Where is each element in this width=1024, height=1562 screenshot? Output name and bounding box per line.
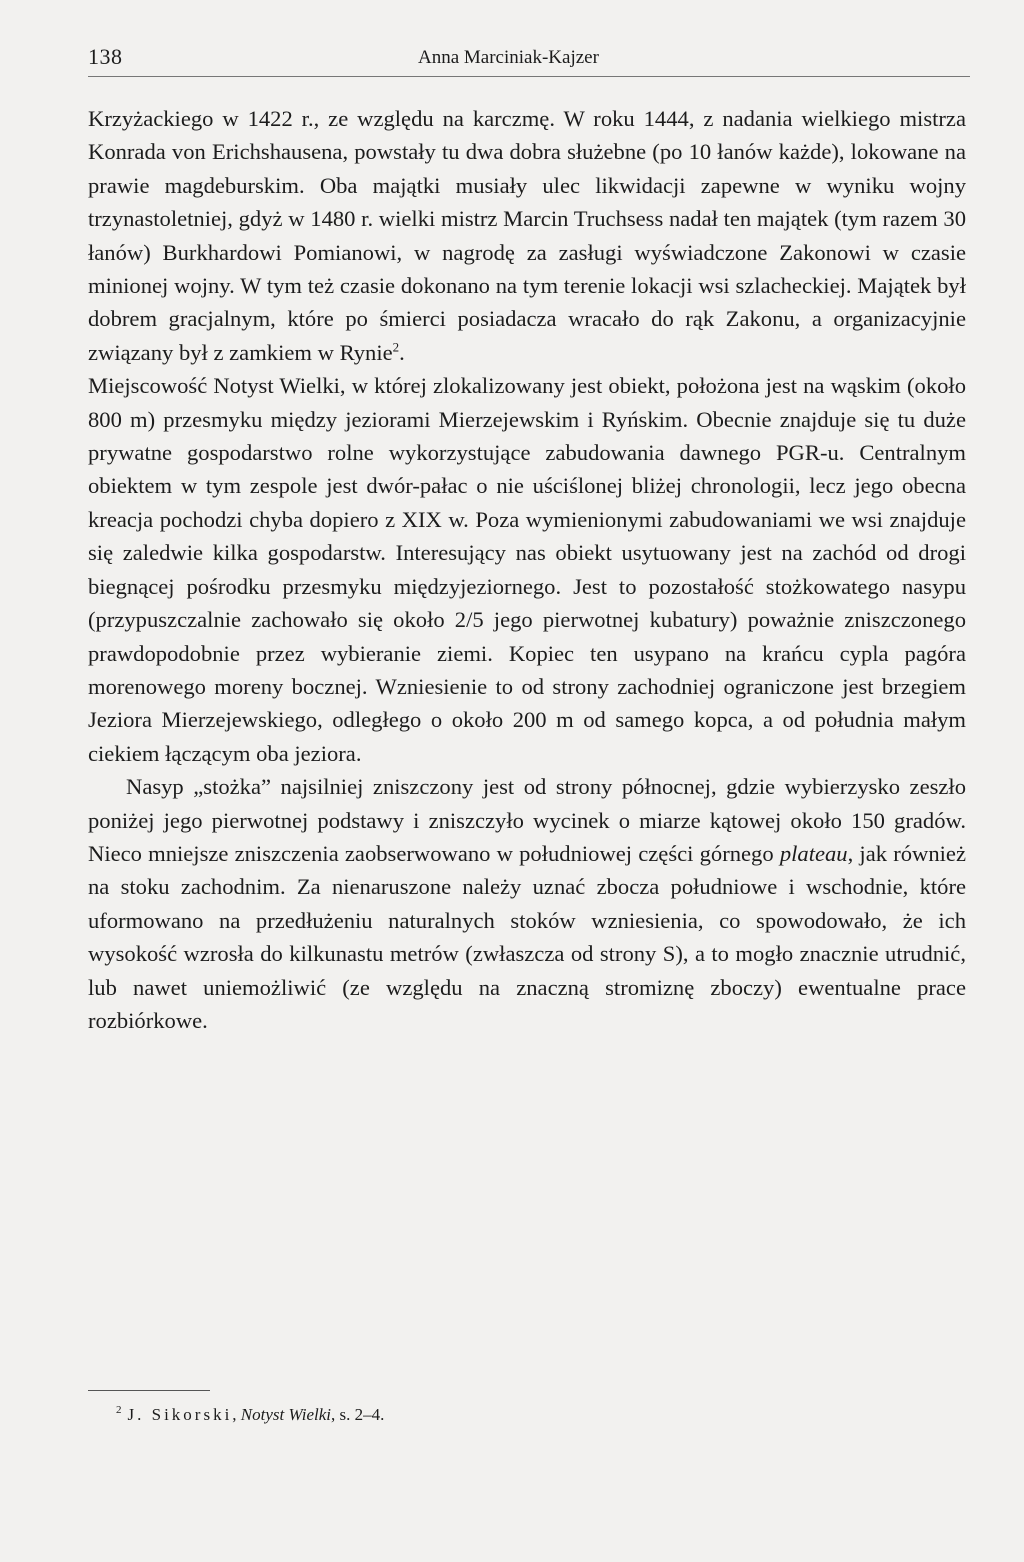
paragraph-1 — [88, 102, 966, 369]
paragraph-2: Miejscowość Notyst Wielki, w której zlokalizowany jest obiekt, położona jest na wąskim (około 800 m) przesmyku między jeziorami Mierzejewskim i Ryńskim. Obecnie znajduje się tu duże prywatne gospodarstwo rolne wykorzystujące zabudowania dawnego PGR-u. Centralnym obiektem w tym zespole jest dwór-pałac o nie uściślonej bliżej chronologii, lecz jego obecna kreacja pochodzi chyba dopiero z XIX w. Poza wymienionymi zabudowaniami we wsi znajduje się zaledwie kilka gospodarstw. Interesujący nas obiekt usytuowany jest na zachód od drogi biegnącej pośrodku przesmyku międzyjeziornego. Jest to pozostałość stożkowatego nasypu (przypuszczalnie zachowało się około 2/5 jego pierwotnej kubatury) poważnie zniszczonego prawdopodobnie przez wybieranie ziemi. Kopiec ten usypano na krańcu cypla pagóra morenowego moreny bocznej. Wzniesienie to od strony zachodniej ograniczone jest brzegiem Jeziora Mierzejewskiego, odległego o około 200 m od samego kopca, a od południa małym ciekiem łączącym oba jeziora. — [88, 373, 966, 766]
footnote-number: 2 — [116, 1404, 122, 1417]
paragraph-3-text-b: , jak również na stoku zachodnim. Za nienaruszone należy uznać zbocza południowe i wschodnie, które uformowano na przedłużeniu naturalnych stoków wzniesienia, co spowodowało, że ich wysokość wzrosła do kilkunastu metrów (zwłaszcza od strony S), a to mogło znacznie utrudnić, lub nawet uniemożliwić (ze względu na znaczną stromiznę zboczy) ewentualne prace rozbiórkowe. — [88, 840, 966, 1033]
paragraph-1-text: Krzyżackiego w 1422 r., ze względu na karczmę. W roku 1444, z nadania wielkiego mistrza Konrada von Erichshausena, powstały tu dwa dobra służebne (po 10 łanów każde), lokowane na prawie magdeburskim. Oba majątki musiały ulec likwidacji zapewne w wyniku wojny trzynastoletniej, gdyż w 1480 r. wielki mistrz Marcin Truchsess nadał ten majątek (tym razem 30 łanów) Burkhardowi Pomianowi, w nagrodę za zasługi wyświadczone Zakonowi w czasie minionej wojny. W tym też czasie dokonano na tym terenie lokacji wsi szlacheckiej. Majątek był dobrem gracjalnym, które po śmierci posiadacza wracało do rąk Zakonu, a organizacyjnie związany był z zamkiem w Rynie — [88, 106, 966, 365]
paragraph-3-text-a: Nasyp „stożka” najsilniej zniszczony jest od strony północnej, gdzie wybierzysko zeszło poniżej jego pierwotnej podstawy i zniszczyło wycinek o miarze kątowej około 150 gradów. Nieco mniejsze zniszczenia zaobserwowano w południowej części górnego — [88, 774, 966, 866]
paragraph-1-end: . — [399, 339, 405, 365]
footnote-sep: , — [232, 1405, 241, 1424]
header-rule — [88, 76, 970, 77]
footnote-title: Notyst Wielki — [240, 1405, 331, 1424]
running-head: Anna Marciniak-Kajzer — [418, 47, 599, 68]
page-header — [88, 44, 970, 74]
paragraph-3-italic: plateau — [779, 840, 848, 866]
paragraph-3 — [88, 770, 966, 1037]
footnote — [116, 1404, 384, 1426]
footnote-pages: , s. 2–4. — [330, 1405, 385, 1424]
footnote-rule — [88, 1390, 210, 1391]
footnote-author: J. Sikorski — [127, 1405, 233, 1424]
footnote-ref: 2 — [392, 339, 400, 355]
body-text — [88, 102, 966, 1037]
page-number: 138 — [88, 44, 123, 69]
